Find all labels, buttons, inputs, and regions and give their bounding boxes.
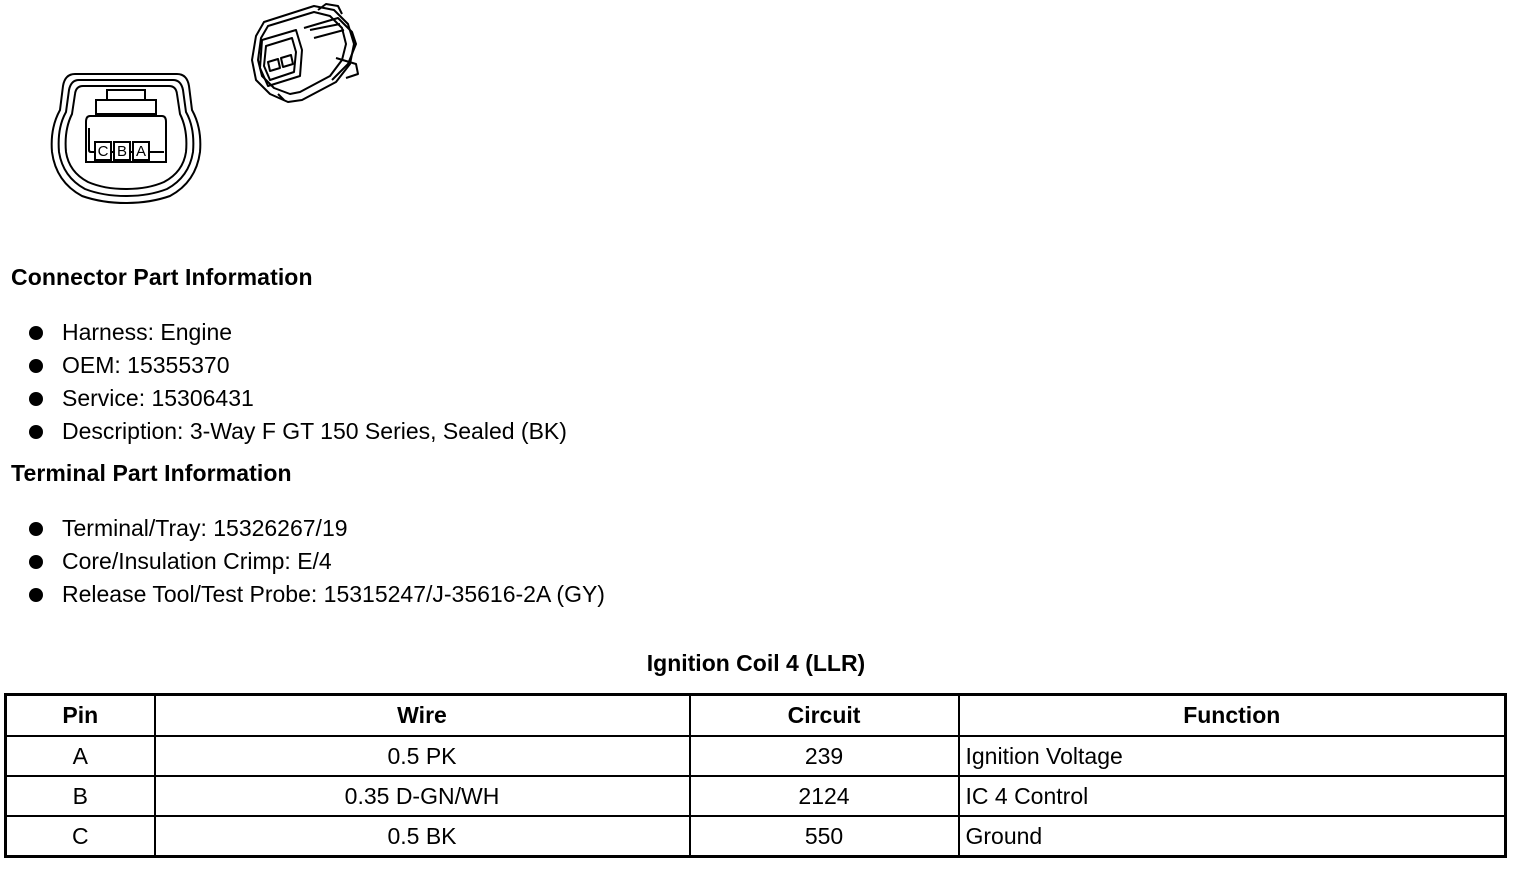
- bullet-icon: [29, 392, 43, 406]
- header-wire: Wire: [155, 695, 690, 737]
- table-header-row: [6, 695, 1506, 737]
- table-row: [6, 736, 1506, 776]
- cell-circuit: 239: [690, 736, 959, 776]
- table-row: [6, 816, 1506, 857]
- header-circuit: Circuit: [690, 695, 959, 737]
- bullet-icon: [29, 425, 43, 439]
- service-text: Service: 15306431: [62, 385, 254, 411]
- list-item: [28, 316, 567, 349]
- cell-function: IC 4 Control: [959, 776, 1506, 816]
- table-row: [6, 776, 1506, 816]
- cell-pin: A: [6, 736, 155, 776]
- list-item: [28, 545, 605, 578]
- list-item: [28, 415, 567, 448]
- cell-circuit: 2124: [690, 776, 959, 816]
- bullet-icon: [29, 555, 43, 569]
- bullet-icon: [29, 326, 43, 340]
- list-item: [28, 512, 605, 545]
- bullet-icon: [29, 522, 43, 536]
- description-text: Description: 3-Way F GT 150 Series, Sealed (BK): [62, 418, 567, 444]
- cell-wire: 0.5 BK: [155, 816, 690, 857]
- connector-part-info-list: [28, 316, 567, 448]
- connector-face-illustration: [50, 70, 202, 204]
- cell-circuit: 550: [690, 816, 959, 857]
- pin-table: [4, 693, 1507, 858]
- terminal-tray-text: Terminal/Tray: 15326267/19: [62, 515, 348, 541]
- pin-label-c: C: [97, 143, 109, 160]
- header-pin: Pin: [6, 695, 155, 737]
- bullet-icon: [29, 359, 43, 373]
- pin-label-a: A: [135, 143, 147, 160]
- terminal-part-info-heading: Terminal Part Information: [11, 460, 292, 486]
- list-item: [28, 382, 567, 415]
- harness-text: Harness: Engine: [62, 319, 233, 345]
- list-item: [28, 349, 567, 382]
- cell-function: Ground: [959, 816, 1506, 857]
- connector-isometric-illustration: [248, 2, 366, 106]
- cell-pin: C: [6, 816, 155, 857]
- pin-label-b: B: [116, 143, 128, 160]
- list-item: [28, 578, 605, 611]
- bullet-icon: [29, 588, 43, 602]
- release-tool-text: Release Tool/Test Probe: 15315247/J-35616-2A (GY): [62, 581, 605, 607]
- oem-text: OEM: 15355370: [62, 352, 230, 378]
- pin-table-title: Ignition Coil 4 (LLR): [646, 650, 866, 676]
- header-function: Function: [959, 695, 1506, 737]
- cell-wire: 0.5 PK: [155, 736, 690, 776]
- terminal-part-info-list: [28, 512, 605, 611]
- crimp-text: Core/Insulation Crimp: E/4: [62, 548, 332, 574]
- connector-part-info-heading: Connector Part Information: [11, 264, 313, 290]
- cell-wire: 0.35 D-GN/WH: [155, 776, 690, 816]
- cell-function: Ignition Voltage: [959, 736, 1506, 776]
- cell-pin: B: [6, 776, 155, 816]
